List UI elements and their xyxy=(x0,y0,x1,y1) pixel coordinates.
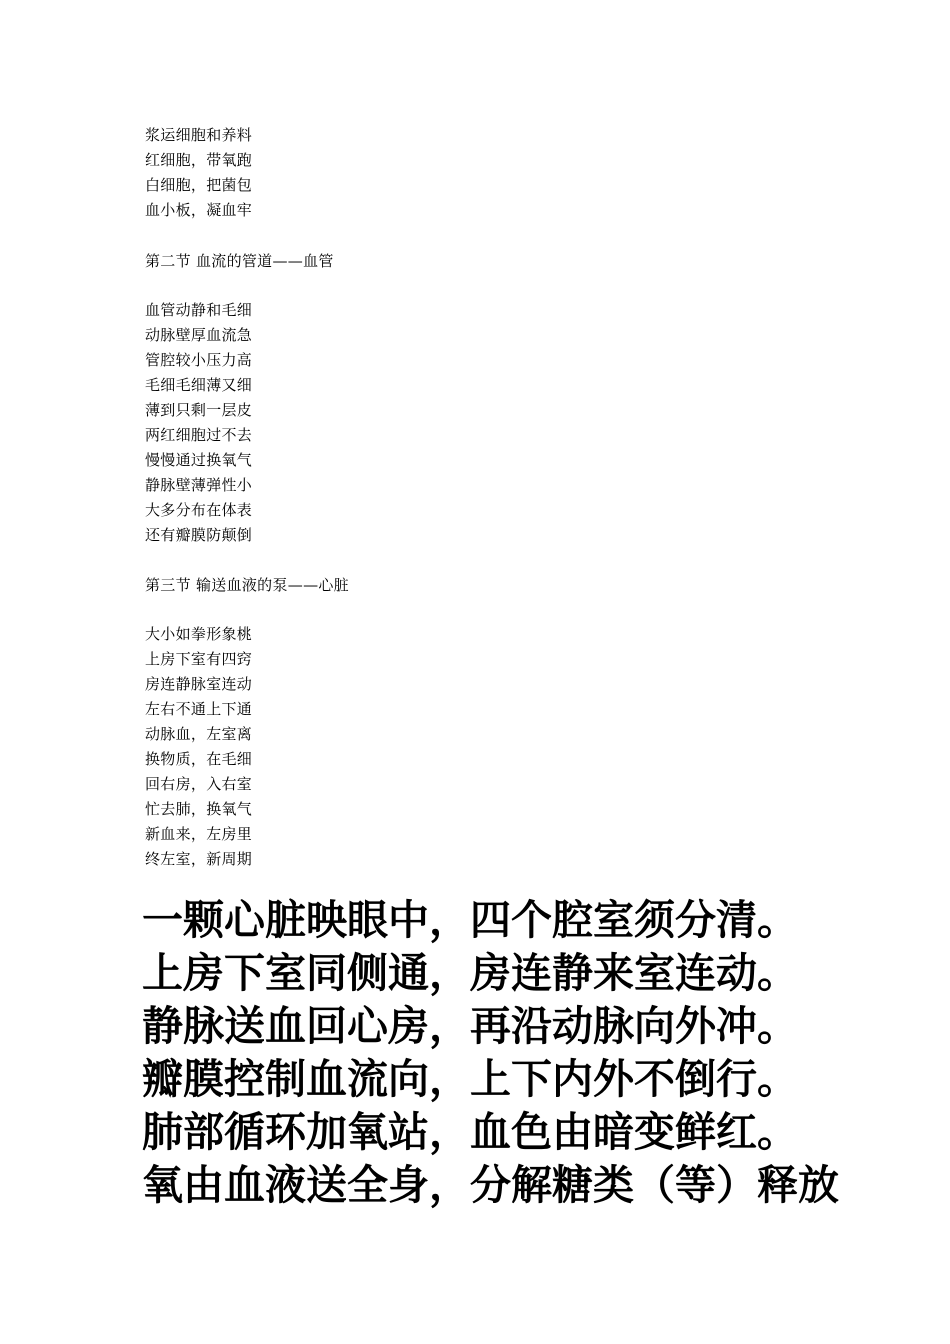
poem-line: 血小板，凝血牢 xyxy=(145,201,253,219)
section-heading: 第三节 输送血液的泵——心脏 xyxy=(145,576,349,594)
poem-line: 浆运细胞和养料 xyxy=(145,126,253,144)
poem-line: 房连静脉室连动 xyxy=(145,675,253,693)
poem-section-3 xyxy=(145,622,845,872)
poem-section-1 xyxy=(145,123,845,223)
poem-line: 左右不通上下通 xyxy=(145,700,253,718)
section-3-heading-block xyxy=(145,573,845,598)
poem-line: 还有瓣膜防颠倒 xyxy=(145,526,253,544)
large-verse-line: 上房下室同侧通，房连静来室连动。 xyxy=(142,949,798,997)
poem-line: 新血来，左房里 xyxy=(145,825,253,843)
large-verse-line: 肺部循环加氧站，血色由暗变鲜红。 xyxy=(142,1108,798,1156)
poem-line: 静脉壁薄弹性小 xyxy=(145,476,253,494)
poem-line: 终左室，新周期 xyxy=(145,850,253,868)
poem-line: 大多分布在体表 xyxy=(145,501,253,519)
poem-line: 薄到只剩一层皮 xyxy=(145,401,253,419)
poem-line: 大小如拳形象桃 xyxy=(145,625,253,643)
poem-line: 两红细胞过不去 xyxy=(145,426,253,444)
section-2-heading-block xyxy=(145,249,845,274)
large-verse-line: 氧由血液送全身，分解糖类（等）释放 xyxy=(142,1161,839,1209)
large-verse-line: 一颗心脏映眼中，四个腔室须分清。 xyxy=(142,896,798,944)
poem-line: 白细胞，把菌包 xyxy=(145,176,253,194)
poem-line: 管腔较小压力高 xyxy=(145,351,253,369)
poem-line: 毛细毛细薄又细 xyxy=(145,376,253,394)
poem-line: 回右房，入右室 xyxy=(145,775,253,793)
poem-line: 忙去肺，换氧气 xyxy=(145,800,253,818)
poem-line: 血管动静和毛细 xyxy=(145,301,253,319)
poem-section-2 xyxy=(145,298,845,548)
poem-line: 上房下室有四窍 xyxy=(145,650,253,668)
large-verse-line: 静脉送血回心房，再沿动脉向外冲。 xyxy=(142,1002,798,1050)
poem-line: 红细胞，带氧跑 xyxy=(145,151,253,169)
poem-line: 慢慢通过换氧气 xyxy=(145,451,253,469)
large-verse-block xyxy=(142,894,922,1212)
poem-line: 换物质，在毛细 xyxy=(145,750,253,768)
poem-line: 动脉血，左室离 xyxy=(145,725,253,743)
large-verse-line: 瓣膜控制血流向，上下内外不倒行。 xyxy=(142,1055,798,1103)
section-heading: 第二节 血流的管道——血管 xyxy=(145,252,334,270)
poem-line: 动脉壁厚血流急 xyxy=(145,326,253,344)
